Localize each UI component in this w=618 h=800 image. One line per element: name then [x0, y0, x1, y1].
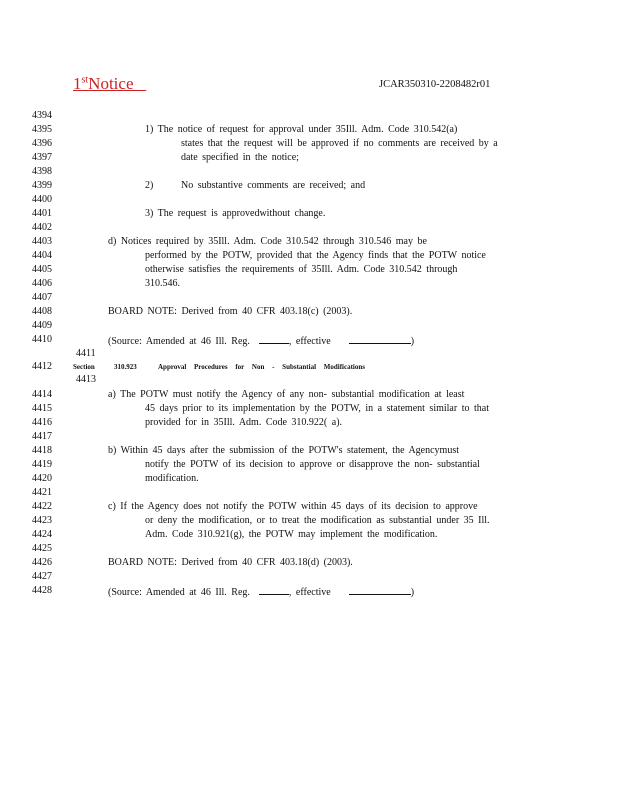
subsection-b-text: b) Within 45 days after the submission of the POTW's statement, the Agencymust [108, 445, 459, 456]
line-number: 4418 [32, 445, 52, 456]
line-number: 4395 [32, 124, 52, 135]
item-2-text: No substantive comments are received; and [181, 180, 366, 191]
effective-label: , effective [288, 336, 331, 347]
line-number: 4416 [32, 417, 52, 428]
line-number: 4426 [32, 557, 52, 568]
line-number: 4422 [32, 501, 52, 512]
board-note: BOARD NOTE: Derived from 40 CFR 403.18(c) (2003). [108, 306, 353, 317]
item-1-text-cont: date specified in the notice; [181, 152, 299, 163]
notice-number: 1 [73, 74, 82, 93]
line-number: 4406 [32, 278, 52, 289]
notice-ordinal: st [81, 74, 89, 86]
line-number: 4410 [32, 334, 52, 345]
notice-heading [73, 74, 146, 94]
item-3-text: 3) The request is approvedwithout change. [145, 208, 326, 219]
section-label: Section [73, 363, 95, 371]
source-note [108, 585, 414, 599]
subsection-b-text-cont: modification. [145, 473, 199, 484]
reg-blank [259, 334, 289, 344]
source-label: (Source: Amended at 46 Ill. Reg. [108, 336, 250, 347]
board-note: BOARD NOTE: Derived from 40 CFR 403.18(d) (2003). [108, 557, 353, 568]
notice-word: Notice [88, 74, 134, 93]
line-number: 4399 [32, 180, 52, 191]
item-1-text: 1) The notice of request for approval under 35Ill. Adm. Code 310.542(a) [145, 124, 458, 135]
line-number: 4428 [32, 585, 52, 596]
subsection-a-text-cont: provided for in 35Ill. Adm. Code 310.922( a). [145, 417, 343, 428]
line-number: 4400 [32, 194, 52, 205]
subsection-b-text-cont: notify the POTW of its decision to approve or disapprove the non- substantial [145, 459, 480, 470]
line-number: 4409 [32, 320, 52, 331]
effective-date-blank [349, 585, 411, 595]
line-number: 4420 [32, 473, 52, 484]
line-number: 4413 [76, 374, 96, 385]
line-number: 4402 [32, 222, 52, 233]
document-code: JCAR350310-2208482r01 [379, 79, 491, 90]
line-number: 4397 [32, 152, 52, 163]
line-number: 4414 [32, 389, 52, 400]
line-number: 4407 [32, 292, 52, 303]
section-title: Approval Procedures for Non - Substantial Modifications [158, 363, 365, 371]
subsection-a-text-cont: 45 days prior to its implementation by the POTW, in a statement similar to that [145, 403, 489, 414]
line-number: 4401 [32, 208, 52, 219]
line-number: 4421 [32, 487, 52, 498]
line-number: 4427 [32, 571, 52, 582]
line-number: 4417 [32, 431, 52, 442]
subsection-d-text: d) Notices required by 35Ill. Adm. Code 310.542 through 310.546 may be [108, 236, 427, 247]
subsection-d-text-cont: otherwise satisfies the requirements of 35Ill. Adm. Code 310.542 through [145, 264, 458, 275]
line-number: 4396 [32, 138, 52, 149]
item-2-number: 2) [145, 180, 154, 191]
line-number: 4394 [32, 110, 52, 121]
item-1-text-cont: states that the request will be approved if no comments are received by a [181, 138, 498, 149]
line-number: 4424 [32, 529, 52, 540]
line-number: 4423 [32, 515, 52, 526]
subsection-c-text-cont: or deny the modification, or to treat the modification as substantial under 35 Ill. [145, 515, 490, 526]
line-number: 4425 [32, 543, 52, 554]
source-label: (Source: Amended at 46 Ill. Reg. [108, 587, 250, 598]
section-number: 310.923 [114, 363, 137, 371]
subsection-d-text-cont: 310.546. [145, 278, 180, 289]
subsection-a-text: a) The POTW must notify the Agency of any non- substantial modification at least [108, 389, 465, 400]
line-number: 4419 [32, 459, 52, 470]
subsection-c-text: c) If the Agency does not notify the POTW within 45 days of its decision to approve [108, 501, 478, 512]
line-number: 4403 [32, 236, 52, 247]
line-number: 4412 [32, 361, 52, 372]
line-number: 4398 [32, 166, 52, 177]
line-number: 4415 [32, 403, 52, 414]
line-number: 4405 [32, 264, 52, 275]
effective-label: , effective [288, 587, 331, 598]
effective-date-blank [349, 334, 411, 344]
subsection-d-text-cont: performed by the POTW, provided that the Agency finds that the POTW notice [145, 250, 486, 261]
line-number: 4408 [32, 306, 52, 317]
line-number: 4404 [32, 250, 52, 261]
reg-blank [259, 585, 289, 595]
source-note [108, 334, 414, 348]
line-number: 4411 [76, 348, 96, 359]
close-paren: ) [410, 336, 415, 347]
subsection-c-text-cont: Adm. Code 310.921(g), the POTW may implement the modification. [145, 529, 438, 540]
close-paren: ) [410, 587, 415, 598]
